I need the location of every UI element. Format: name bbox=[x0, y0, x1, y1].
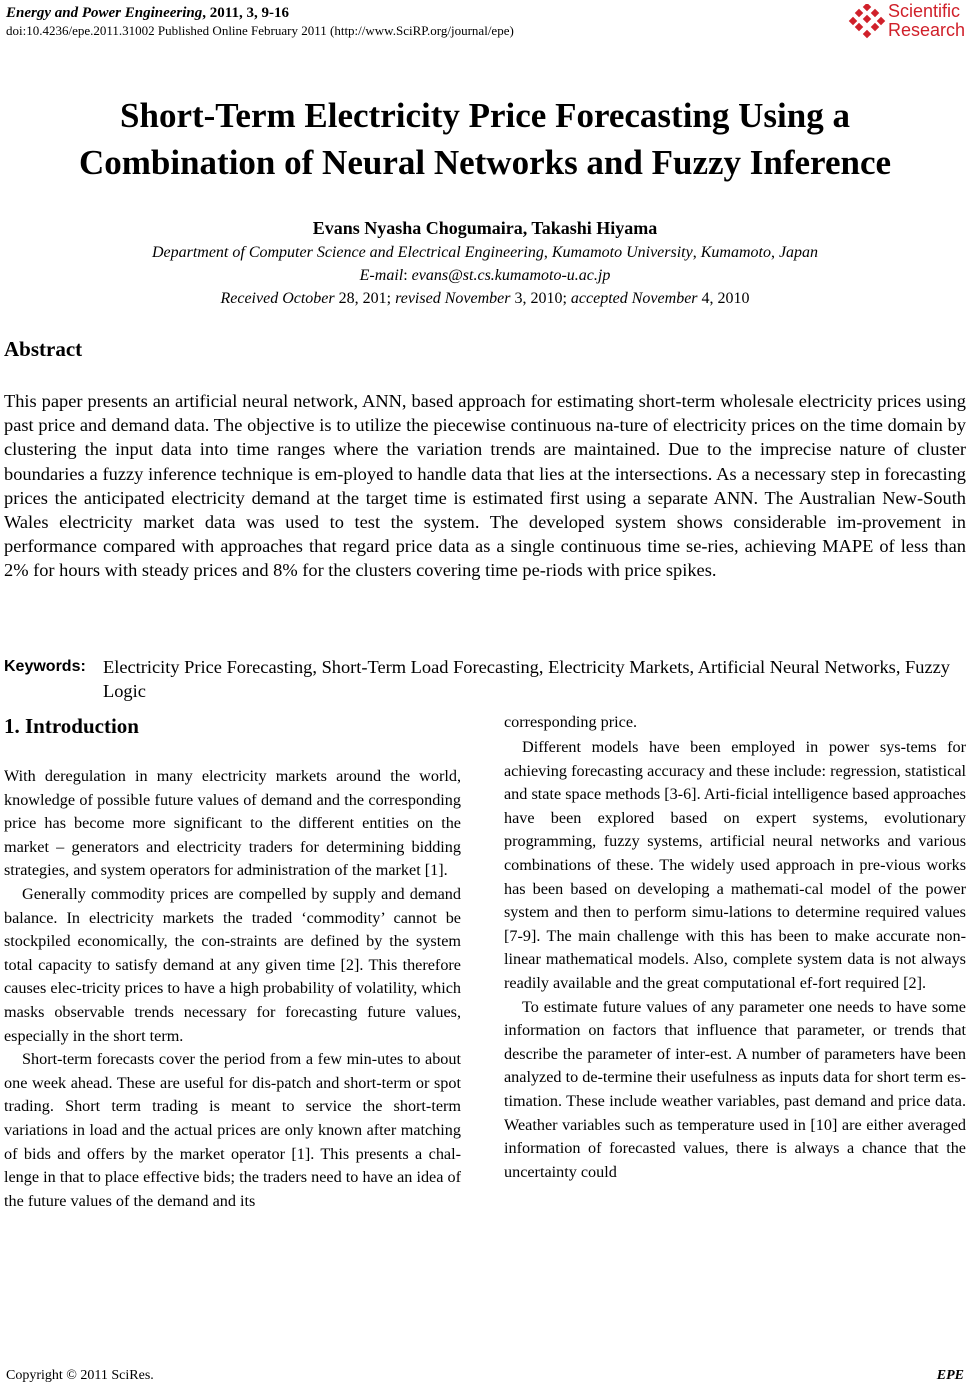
affil-university: Kumamoto University bbox=[551, 244, 693, 261]
journal-citation bbox=[6, 4, 766, 22]
accepted-label: accepted November bbox=[570, 290, 698, 307]
logo-line-1: Scientific bbox=[888, 1, 961, 21]
journal-name: Energy and Power Engineering bbox=[6, 5, 203, 21]
abstract-heading: Abstract bbox=[4, 337, 83, 361]
received-date: 28, 201; bbox=[334, 290, 396, 307]
affil-sep: , bbox=[770, 244, 779, 261]
email-label: E-mail bbox=[359, 267, 404, 284]
affil-sep: , bbox=[692, 244, 701, 261]
doi-line: doi:10.4236/epe.2011.31002 Published Online February 2011 (http://www.SciRP.org/journal/epe) bbox=[6, 23, 514, 38]
title-line-1: Short-Term Electricity Price Forecasting Using a bbox=[120, 96, 850, 135]
left-column bbox=[4, 713, 461, 1213]
email-address[interactable]: evans@st.cs.kumamoto-u.ac.jp bbox=[411, 267, 611, 284]
paper-title bbox=[0, 92, 970, 186]
authors: Evans Nyasha Chogumaira, Takashi Hiyama bbox=[312, 218, 658, 238]
scientific-research-logo-icon bbox=[848, 4, 886, 42]
email-sep: : bbox=[403, 267, 412, 284]
journal-issue: , 2011, 3, 9-16 bbox=[202, 5, 289, 21]
accepted-date: 4, 2010 bbox=[697, 290, 750, 307]
keywords-text: Electricity Price Forecasting, Short-Term Load Forecasting, Electricity Markets, Artificial Neural Networks, Fuzzy Logic bbox=[103, 657, 950, 701]
intro-paragraph: Different models have been employed in power sys-tems for achieving forecasting accuracy and these include: regression, statistical and state space methods [3-6]. Arti-ficial intelligence based approaches have been explored based on expert systems, evolutionary programming, fuzzy systems, artificial neural networks and various combinations of these. The widely used approach in pre-vious works has been based on developing a mathemati-cal model of the power system and then to perform simu-lations to determine required values [7-9]. The main challenge with this has been to make accurate non-linear mathematical models. Also, complete system data is not always readily available and the great computational ef-fort required [2]. bbox=[504, 738, 966, 992]
received-label: Received October bbox=[220, 290, 335, 307]
intro-paragraph: With deregulation in many electricity markets around the world, knowledge of possible future values of demand and the corresponding price has become more significant to the different entities on the market – generators and electricity traders for determining bidding strategies, and system operators for administration of the market [1]. bbox=[4, 767, 461, 880]
journal-header bbox=[6, 4, 766, 40]
email-line bbox=[0, 266, 970, 286]
affil-department: Department of Computer Science and Electrical Engineering bbox=[151, 244, 544, 261]
revised-date: 3, 2010; bbox=[510, 290, 571, 307]
affil-sep: , bbox=[543, 244, 552, 261]
affil-country: Japan bbox=[778, 244, 819, 261]
logo-text bbox=[888, 2, 965, 40]
intro-paragraph: Short-term forecasts cover the period from a few min-utes to about one week ahead. These are useful for dis-patch and short-term or spot trading. Short term trading is meant to service the short-term variations in load and the actual prices are only known after matching of bids and offers by the market operator [1]. This presents a chal-lenge in that to place effective bids; the traders need to have an idea of the future values of the demand and its bbox=[4, 1050, 461, 1210]
revised-label: revised November bbox=[395, 290, 511, 307]
received-dates bbox=[0, 289, 970, 309]
publisher-logo bbox=[848, 2, 970, 46]
abstract-body: This paper presents an artificial neural network, ANN, based approach for estimating short-term wholesale electricity prices using past price and demand data. The objective is to utilize the piecewise continuous na-ture of electricity prices on the time domain by clustering the input data into time ranges where the variation trends are maintained. Due to the imprecise nature of cluster boundaries a fuzzy inference technique is em-ployed to handle data that lies at the intersections. As a necessary step in forecasting prices the anticipated electricity demand at the target time is estimated first using a separate ANN. The Australian New-South Wales electricity market data was used to test the system. The developed system shows considerable im-provement in performance compared with approaches that regard price data as a single continuous time se-ries, achieving MAPE of less than 2% for hours with steady prices and 8% for the clusters covering time pe-riods with price spikes. bbox=[4, 391, 966, 581]
keywords bbox=[4, 655, 966, 703]
affil-city: Kumamoto bbox=[700, 244, 771, 261]
logo-line-2: Research bbox=[888, 20, 966, 40]
copyright: Copyright © 2011 SciRes. bbox=[6, 1368, 154, 1383]
title-line-2: Combination of Neural Networks and Fuzzy Inference bbox=[78, 143, 892, 182]
section-heading: 1. Introduction bbox=[4, 714, 139, 738]
right-column-continuation: corresponding price. bbox=[504, 713, 638, 731]
intro-paragraph: To estimate future values of any parameter one needs to have some information on factors that influence that parameter, or trends that describe the parameter of inter-est. A number of parameters have been analyzed to de-termine their usefulness as inputs data for short term es-timation. These include weather variables, past demand and price data. Weather variables such as temperature used in [10] are either averaged information of forecasted values, there is always a chance that the uncertainty could bbox=[504, 997, 966, 1181]
affiliation bbox=[0, 243, 970, 263]
intro-paragraph: Generally commodity prices are compelled by supply and demand balance. In electricity markets the traded ‘commodity’ cannot be stockpiled economically, the con-straints are defined by the system total capacity to satisfy demand at any given time [2]. This therefore causes elec-tricity prices to have a high probability of volatility, which masks observable trends necessary for forecasting future values, especially in the short term. bbox=[4, 884, 461, 1045]
journal-abbr: EPE bbox=[936, 1368, 964, 1383]
right-column bbox=[504, 736, 966, 1184]
keywords-label: Keywords: bbox=[4, 658, 86, 675]
